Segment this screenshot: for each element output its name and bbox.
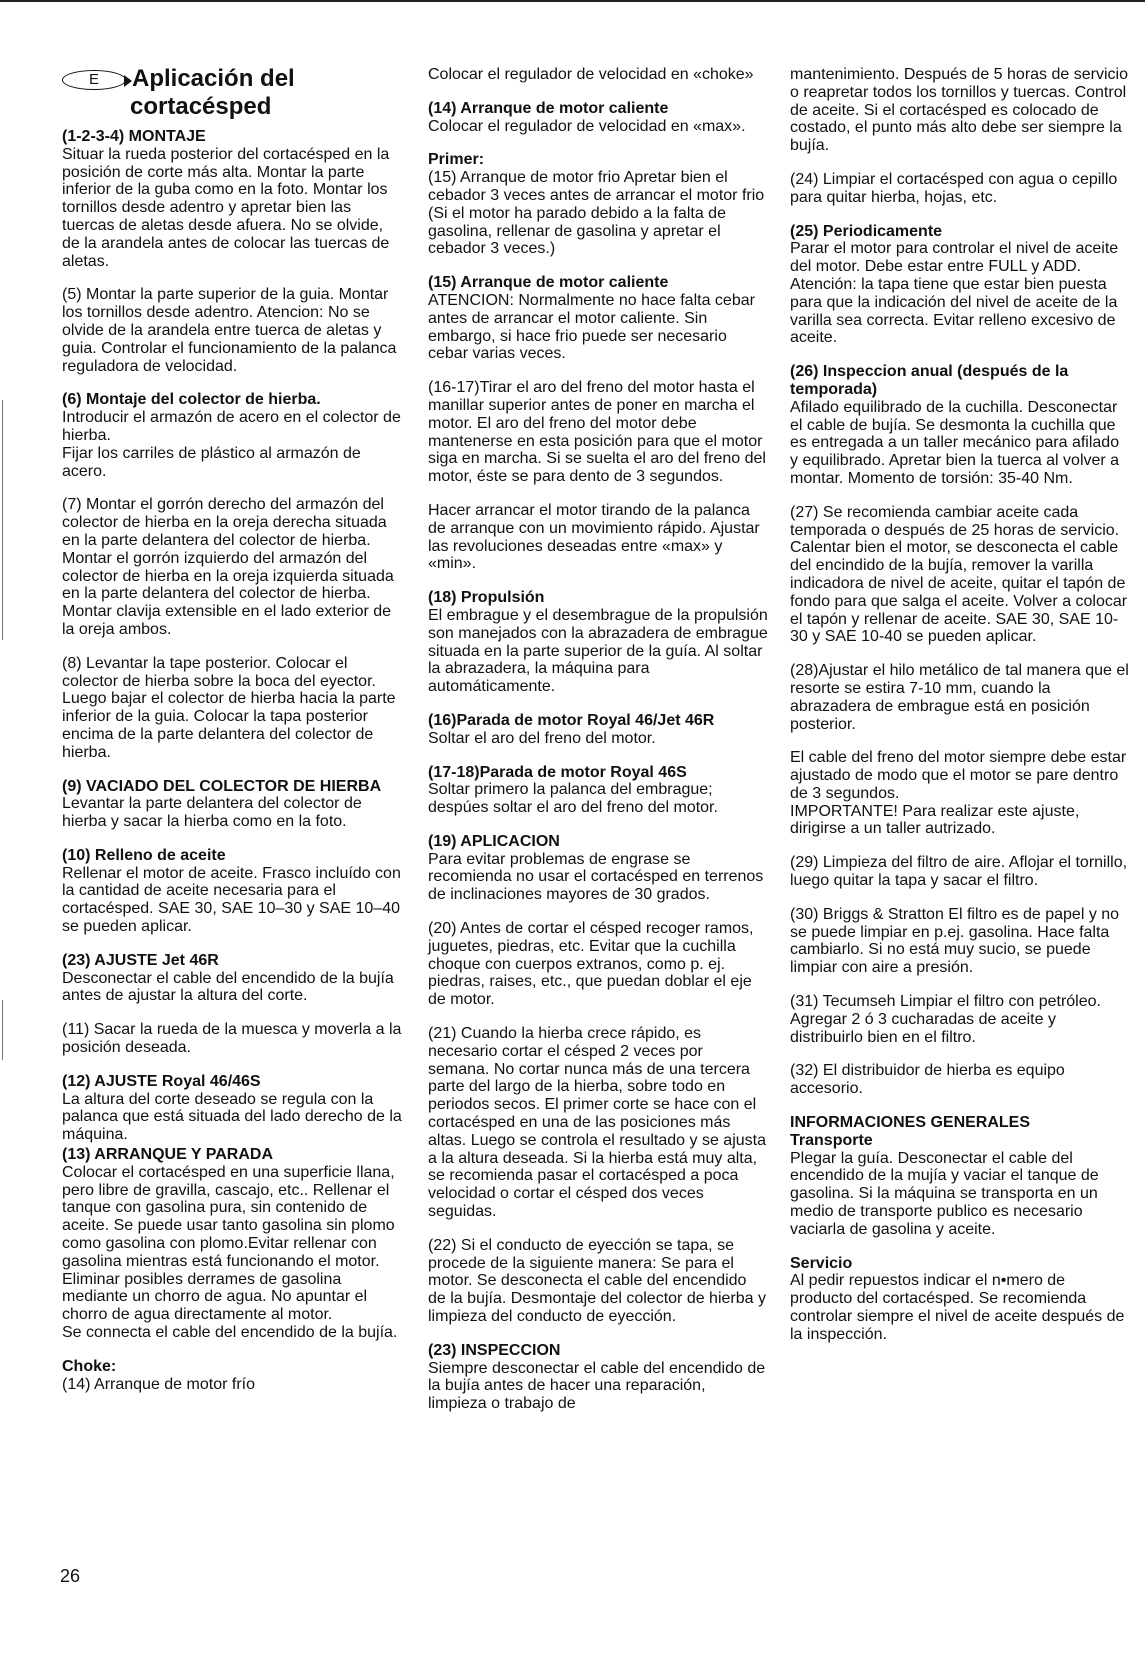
paragraph-text: ATENCION: Normalmente no hace falta cebar antes de arrancar el motor caliente. Sin embargo, si hace frio puede ser necesario cebar varias veces. (428, 291, 755, 363)
paragraph (62, 286, 402, 375)
paragraph-text: El embrague y el desembrague de la propulsión son manejados con la abrazadera de embrague situada en la parte superior de la guía. Al soltar la abrazadera, la máquina para automáticamente. (428, 606, 768, 696)
paragraph-text: Colocar el cortacésped en una superficie llana, pero libre de gravilla, cascajo, etc.. Rellenar el tanque con gasolina pura, sin contenido de aceite. Se puede usar tanto gasolina sin plomo como gasolina con plomo.Evitar rellenar con gasolina mientras está funcionando el motor. Eliminar posibles derrames de gasolina mediante un chorro de agua. No apuntar el chorro de agua directamente al motor. Se connecta el cable del encendido de la bujía. (62, 1163, 398, 1342)
paragraph-text: Hacer arrancar el motor tirando de la palanca de arranque con un movimiento rápido. Ajustar las revoluciones deseadas entre «max» y «min». (428, 501, 760, 573)
paragraph-text: Afilado equilibrado de la cuchilla. Desconectar el cable de bujía. Se desmonta la cuchilla que es entregada a un taller mecánico para afilado y equilibrado. Apretar bien la tuerca al volver a montar. Momento de torsión: 35-40 Nm. (790, 398, 1120, 487)
paragraph (428, 1342, 768, 1413)
paragraph-text: Colocar el regulador de velocidad en «choke» (428, 66, 754, 83)
paragraph (62, 1146, 402, 1342)
paragraph (790, 1255, 1130, 1344)
paragraph (428, 833, 768, 904)
paragraph (62, 496, 402, 638)
paragraph-text: (24) Limpiar el cortacésped con agua o cepillo para quitar hierba, hojas, etc. (790, 170, 1118, 206)
paragraph-text: (8) Levantar la tape posterior. Colocar el colector de hierba sobre la boca del eyector. Luego bajar el colector de hierba hacia la parte inferior de la guia. Colocar la tapa posterior encima de la parte delantera del colector de hierba. (62, 654, 396, 761)
paragraph-text: Rellenar el motor de aceite. Frasco incluído con la cantidad de aceite necesaria para el cortacésped. SAE 30, SAE 10–30 y SAE 10–40 se pueden aplicar. (62, 864, 401, 936)
column-middle (428, 66, 768, 1429)
paragraph-text: Al pedir repuestos indicar el n•mero de producto del cortacésped. Se recomienda controlar siempre el nivel de aceite después de la inspección. (790, 1272, 1125, 1343)
paragraph-heading: (15) Arranque de motor caliente (428, 274, 669, 292)
paragraph (428, 589, 768, 696)
paragraph (428, 1237, 768, 1326)
paragraph-text: El cable del freno del motor siempre debe estar ajustado de modo que el motor se pare dentro de 3 segundos. IMPORTANTE! Para realizar este ajuste, dirigirse a un taller autrizado. (790, 749, 1127, 838)
paragraph (790, 171, 1130, 207)
paragraph (428, 274, 768, 363)
paragraph-heading: (13) ARRANQUE Y PARADA (62, 1146, 273, 1164)
paragraph-heading: (1-2-3-4) MONTAJE (62, 128, 206, 145)
paragraph-text: (31) Tecumseh Limpiar el filtro con petróleo. Agregar 2 ó 3 cucharadas de aceite y distribuirlo bien en el filtro. (790, 993, 1101, 1046)
paragraph-text: (22) Si el conducto de eyección se tapa, se procede de la siguiente manera: Se para el motor. Se desconecta el cable del encendido de la bujía. Desmontaje del colector de hierba y limpieza del conducto de eyección. (428, 1236, 766, 1326)
paragraph-heading: Servicio (790, 1254, 853, 1272)
column-right (790, 66, 1130, 1360)
paragraph (790, 66, 1130, 155)
paragraph-text: Plegar la guía. Desconectar el cable del encendido de la mujía y vaciar el tanque de gasolina. Si la máquina se transporta en un medio de transporte publico es necesario vaciarla de gasolina y aceite. (790, 1149, 1099, 1238)
paragraph (62, 1021, 402, 1057)
paragraph-text: (32) El distribuidor de hierba es equipo accesorio. (790, 1062, 1065, 1098)
paragraph (428, 502, 768, 573)
paragraph-text: Introducir el armazón de acero en el colector de hierba. Fijar los carriles de plástico al armazón de acero. (62, 409, 401, 480)
paragraph-text: (27) Se recomienda cambiar aceite cada temporada o después de 25 horas de servicio. Calentar bien el motor, se desconecta el cable del encindido de la bujía, remover la varilla indicadora de nivel de aceite, quitar el tapón de fondo para que salga el aceite. Volver a colocar el tapón y rellenar de aceite. SAE 30, SAE 10-30 y SAE 10-40 se pueden aplicar. (790, 503, 1128, 646)
paragraph-text: Levantar la parte delantera del colector de hierba y sacar la hierba como en la foto. (62, 795, 362, 831)
paragraph (428, 66, 768, 84)
paragraph (790, 1114, 1130, 1239)
paragraph-text: (11) Sacar la rueda de la muesca y moverla a la posición deseada. (62, 1021, 402, 1057)
paragraph (62, 655, 402, 762)
paragraph-heading: Primer: (428, 151, 485, 169)
paragraph-heading: (25) Periodicamente (790, 222, 943, 240)
paragraph-heading: (16)Parada de motor Royal 46/Jet 46R (428, 711, 715, 729)
paragraph (62, 391, 402, 480)
paragraph (790, 993, 1130, 1046)
paragraph (790, 749, 1130, 838)
paragraph-heading: (23) AJUSTE Jet 46R (62, 951, 219, 969)
title-line-2: cortacésped (130, 93, 272, 120)
paragraph (428, 764, 768, 817)
paragraph (62, 778, 402, 831)
paragraph-text: (21) Cuando la hierba crece rápido, es necesario cortar el césped 2 veces por semana. No cortar nunca más de una tercera parte del largo de la hierba, sobre todo en periodos secos. El primer corte se hace con el cortacésped en una de las posiciones más altas. Luego se controla el resultado y se ajusta a la altura deseada. Si la hierba está muy alta, se recomienda pasar el cortacésped a poca velocidad o cortar el césped dos veces seguidas. (428, 1025, 766, 1221)
section-title (62, 66, 402, 122)
paragraph (428, 1025, 768, 1221)
paragraph (790, 363, 1130, 488)
paragraph-text: (15) Arranque de motor frio Apretar bien el cebador 3 veces antes de arrancar el motor frio (Si el motor ha parado debido a la falta de gasolina, rellenar de gasolina y apretar el cebador 3 veces.) (428, 169, 765, 258)
paragraph-text: Colocar el regulador de velocidad en «max». (428, 117, 746, 135)
paragraph (790, 223, 1130, 348)
paragraph-heading: (6) Montaje del colector de hierba. (62, 391, 321, 409)
paragraph-text: Siempre desconectar el cable del encendido de la bujía antes de hacer una reparación, limpieza o trabajo de (428, 1359, 766, 1413)
paragraph-text: Soltar el aro del freno del motor. (428, 729, 656, 747)
paragraph-heading: (26) Inspeccion anual (después de la temporada) (790, 363, 1069, 398)
scan-edge-mark (2, 1000, 3, 1060)
column-left (62, 66, 402, 1409)
paragraph-text: (5) Montar la parte superior de la guia. Montar los tornillos desde adentro. Atencion: No se olvide de la arandela entre tuerca de aletas y guia. Controlar el funcionamiento de la palanca reguladora de velocidad. (62, 286, 397, 375)
paragraph (428, 379, 768, 486)
paragraph-heading: (12) AJUSTE Royal 46/46S (62, 1072, 261, 1090)
paragraph (428, 100, 768, 136)
paragraph-heading: (23) INSPECCION (428, 1341, 561, 1359)
paragraph-text: (30) Briggs & Stratton El filtro es de papel y no se puede limpiar en p.ej. gasolina. Hace falta cambiarlo. Si no está muy sucio, se puede limpiar con aire a presión. (790, 905, 1120, 977)
paragraph-text: (28)Ajustar el hilo metálico de tal manera que el resorte se estira 7-10 mm, cuando la abrazadera de embrague está en posición posterior. (790, 662, 1129, 733)
top-rule (0, 0, 1145, 2)
language-badge: E (62, 70, 126, 90)
paragraph-text: Situar la rueda posterior del cortacésped en la posición de corte más alta. Montar la parte inferior de la guba como en la foto. Montar los tornillos desde adentro y apretar bien las tuercas de aletas desde afuera. No se olvide, de la arandela antes de colocar las tuercas de aletas. (62, 145, 390, 270)
paragraph-text: Parar el motor para controlar el nivel de aceite del motor. Debe estar entre FULL y ADD. Atención: la tapa tiene que estar bien puesta para que la indicación del nivel de aceite de la varilla sea correcta. Evitar relleno excesivo de aceite. (790, 240, 1119, 347)
paragraph-heading: (17-18)Parada de motor Royal 46S (428, 763, 687, 781)
paragraph-text: (14) Arranque de motor frío (62, 1375, 255, 1393)
paragraph (790, 906, 1130, 977)
paragraph-text: (16-17)Tirar el aro del freno del motor hasta el manillar superior antes de poner en marcha el motor. El aro del freno del motor debe mantenerse en esta posición para que el motor siga en marcha. Si se suelta el aro del freno del motor, éste se para dento de 3 segundos. (428, 379, 766, 486)
paragraph-heading: (14) Arranque de motor caliente (428, 99, 669, 117)
paragraph-text: Desconectar el cable del encendido de la bujía antes de ajustar la altura del corte. (62, 969, 394, 1005)
paragraph-text: La altura del corte deseado se regula con la palanca que está situada del lado derecho de la máquina. (62, 1090, 402, 1144)
page-number: 26 (60, 1566, 81, 1586)
paragraph (428, 920, 768, 1009)
title-line-1: Aplicación del (132, 65, 295, 92)
paragraph (62, 952, 402, 1005)
paragraph-heading: Choke: (62, 1357, 117, 1375)
scan-edge-mark (2, 400, 3, 640)
paragraph-text: (20) Antes de cortar el césped recoger ramos, juguetes, piedras, etc. Evitar que la cuchilla choque con cuerpos extranos, como p. ej. piedras, raises, etc., que puedan doblar el eje de motor. (428, 920, 754, 1009)
paragraph-text: Soltar primero la palanca del embrague; despúes soltar el aro del freno del motor. (428, 781, 718, 817)
paragraph (790, 504, 1130, 646)
paragraph (62, 847, 402, 936)
paragraph-heading: (10) Relleno de aceite (62, 846, 226, 864)
paragraph-heading: (18) Propulsión (428, 589, 545, 607)
paragraph (62, 1358, 402, 1394)
paragraph (790, 854, 1130, 890)
paragraph-text: mantenimiento. Después de 5 horas de servicio o reapretar todos los tornillos y tuercas. Control de aceite. Si el cortacésped es colocado de costado, el punto más alto debe ser siempre la bujía. (790, 66, 1128, 155)
paragraph-text: Para evitar problemas de engrase se recomienda no usar el cortacésped en terrenos de inclinaciones mayores de 30 grados. (428, 850, 764, 904)
paragraph-text: (7) Montar el gorrón derecho del armazón del colector de hierba en la oreja derecha situada en la parte delantera del colector de hierba. Montar el gorrón izquierdo del armazón del colector de hierba en la oreja izquierda situada en la parte delantera del colector de hierba. Montar clavija extensible en el lado exterior de la oreja ambos. (62, 496, 394, 638)
paragraph-heading: INFORMACIONES GENERALES Transporte (790, 1114, 1031, 1149)
paragraph (790, 1062, 1130, 1098)
paragraph-heading: (9) VACIADO DEL COLECTOR DE HIERBA (62, 777, 382, 795)
paragraph-heading: (19) APLICACION (428, 832, 560, 850)
paragraph (428, 151, 768, 258)
paragraph-text: (29) Limpieza del filtro de aire. Aflojar el tornillo, luego quitar la tapa y sacar el filtro. (790, 854, 1128, 890)
paragraph (62, 1073, 402, 1144)
paragraph (428, 712, 768, 748)
paragraph (62, 128, 402, 270)
paragraph (790, 662, 1130, 733)
